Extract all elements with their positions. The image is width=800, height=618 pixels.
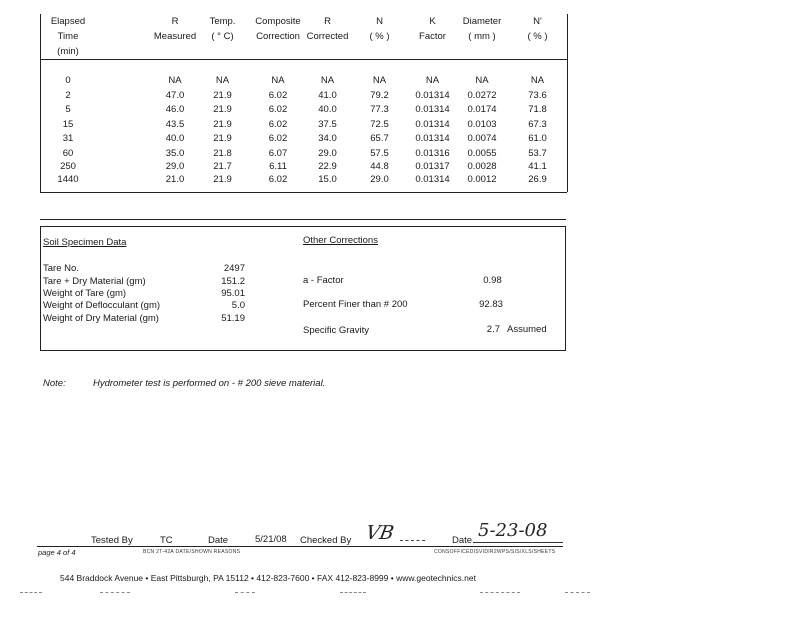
table-cell: 6.07 <box>268 148 288 159</box>
soil-value-deflocculant: 5.0 <box>231 300 245 311</box>
table-cell: 61.0 <box>528 133 547 144</box>
table-cell: 5 <box>65 104 71 115</box>
table-cell: 0.0012 <box>467 174 497 185</box>
column-header-line: (min) <box>57 46 79 57</box>
percent-finer-label: Percent Finer than # 200 <box>303 299 408 310</box>
section-bottom-border <box>40 350 566 351</box>
column-header-line: Composite <box>255 16 301 27</box>
date-value: 5/21/08 <box>255 534 287 545</box>
column-header-line: Temp. <box>209 16 236 27</box>
table-cell: 26.9 <box>528 174 547 185</box>
table-cell: 44.8 <box>370 161 389 172</box>
table-cell: 60 <box>62 148 74 159</box>
table-cell: 57.5 <box>370 148 389 159</box>
table-cell: 6.02 <box>268 133 288 144</box>
table-cell: 15 <box>62 119 74 130</box>
scan-artifacts <box>20 592 580 593</box>
column-header-line: ( mm ) <box>468 31 496 42</box>
specific-gravity-label: Specific Gravity <box>303 325 369 336</box>
table-cell: 46.0 <box>165 104 185 115</box>
soil-label-tare-weight: Weight of Tare (gm) <box>43 288 127 299</box>
column-header-line: Correction <box>256 31 300 42</box>
table-cell: 0.0174 <box>467 104 497 115</box>
table-cell: 53.7 <box>528 148 547 159</box>
soil-label-tare-no: Tare No. <box>43 263 79 274</box>
date-label: Date <box>208 535 229 546</box>
specific-gravity-value: 2.7 <box>486 324 500 335</box>
table-cell: 79.2 <box>370 90 389 101</box>
table-cell: 43.5 <box>165 119 185 130</box>
soil-label-tare-dry: Tare + Dry Material (gm) <box>43 276 146 287</box>
table-cell: 6.02 <box>268 119 288 130</box>
table-cell: 21.9 <box>213 104 232 115</box>
column-header-line: N' <box>533 16 542 27</box>
table-right-border <box>567 14 568 192</box>
date2-rule <box>473 542 563 543</box>
column-header-line: ( ° C) <box>211 31 234 42</box>
soil-value-tare-weight: 95.01 <box>221 288 245 299</box>
table-cell: NA <box>168 75 182 86</box>
section-left-border <box>40 226 41 350</box>
table-cell: 0 <box>65 75 71 86</box>
table-cell: 40.0 <box>165 133 185 144</box>
page-number: page 4 of 4 <box>38 548 76 557</box>
table-cell: NA <box>530 75 545 86</box>
table-cell: 0.0103 <box>467 119 497 130</box>
table-cell: 29.0 <box>165 161 185 172</box>
table-cell: 21.9 <box>213 90 232 101</box>
checked-by-label: Checked By <box>300 535 352 546</box>
table-cell: 15.0 <box>318 174 337 185</box>
company-address: 544 Braddock Avenue • East Pittsburgh, PA 15112 • 412-823-7600 • FAX 412-823-8999 • www.geotechnics.net <box>60 573 476 583</box>
table-cell: NA <box>215 75 230 86</box>
table-cell: 72.5 <box>370 119 389 130</box>
tested-by-label: Tested By <box>91 535 133 546</box>
table-cell: 29.0 <box>318 148 337 159</box>
table-bottom-border <box>40 192 567 193</box>
table-cell: 0.01317 <box>415 161 450 172</box>
header-divider <box>40 59 567 60</box>
tested-by-value: TC <box>160 535 173 546</box>
table-cell: 0.01316 <box>415 148 450 159</box>
table-cell: 21.9 <box>213 174 232 185</box>
table-cell: 40.0 <box>318 104 337 115</box>
table-cell: NA <box>320 75 335 86</box>
checked-by-rule <box>400 540 425 541</box>
column-header-line: ( % ) <box>369 31 390 42</box>
table-cell: 0.0272 <box>467 90 497 101</box>
column-header-line: K <box>429 16 436 27</box>
table-cell: 41.0 <box>318 90 337 101</box>
table-cell: 47.0 <box>165 90 185 101</box>
table-cell: 0.0055 <box>467 148 497 159</box>
table-cell: NA <box>271 75 285 86</box>
table-cell: 6.02 <box>268 90 288 101</box>
table-cell: 0.01314 <box>415 119 450 130</box>
table-cell: 2 <box>65 90 71 101</box>
table-cell: 21.0 <box>165 174 185 185</box>
column-header-line: R <box>324 16 331 27</box>
date2-label: Date <box>452 535 473 546</box>
table-cell: 35.0 <box>165 148 185 159</box>
table-cell: 65.7 <box>370 133 389 144</box>
table-cell: 31 <box>62 133 74 144</box>
column-header-line: ( % ) <box>527 31 548 42</box>
column-header-line: R <box>171 16 179 27</box>
column-header-line: Elapsed <box>50 16 86 27</box>
table-cell: 41.1 <box>528 161 547 172</box>
other-title: Other Corrections <box>303 235 378 246</box>
soil-value-tare-no: 2497 <box>223 263 245 274</box>
table-cell: 34.0 <box>318 133 337 144</box>
table-cell: 0.01314 <box>415 133 450 144</box>
table-cell: 71.8 <box>528 104 547 115</box>
table-cell: 73.6 <box>528 90 547 101</box>
column-header-line: Factor <box>419 31 446 42</box>
table-cell: 0.01314 <box>415 90 450 101</box>
table-cell: 21.8 <box>213 148 232 159</box>
table-cell: 6.02 <box>268 174 288 185</box>
checked-by-signature: VB <box>364 522 396 544</box>
soil-value-dry-material: 51.19 <box>221 313 245 324</box>
soil-label-dry-material: Weight of Dry Material (gm) <box>43 313 159 324</box>
table-cell: 0.01314 <box>415 104 450 115</box>
table-cell: NA <box>425 75 440 86</box>
table-cell: 0.0028 <box>467 161 497 172</box>
column-header-line: N <box>376 16 383 27</box>
column-header-line: Measured <box>153 31 197 42</box>
soil-value-tare-dry: 151.2 <box>221 276 245 287</box>
table-cell: 0.01314 <box>415 174 450 185</box>
a-factor-value: 0.98 <box>483 275 502 286</box>
form-code: BCN 2T-42A DATE/SHOWN REASONS <box>143 549 241 555</box>
table-cell: 77.3 <box>370 104 389 115</box>
table-cell: 21.9 <box>213 119 232 130</box>
table-cell: 37.5 <box>318 119 337 130</box>
table-cell: 21.7 <box>213 161 232 172</box>
table-cell: 6.11 <box>269 161 287 172</box>
a-factor-label: a - Factor <box>303 275 344 286</box>
section-top-border-2 <box>40 226 566 227</box>
table-cell: 22.9 <box>318 161 337 172</box>
soil-label-deflocculant: Weight of Deflocculant (gm) <box>43 300 161 311</box>
table-cell: NA <box>475 75 489 86</box>
soil-title: Soil Specimen Data <box>43 237 127 248</box>
table-cell: 21.9 <box>213 133 232 144</box>
section-top-border <box>40 219 566 220</box>
table-cell: 6.02 <box>268 104 288 115</box>
table-cell: 1440 <box>57 174 79 185</box>
table-cell: 29.0 <box>370 174 389 185</box>
table-cell: NA <box>372 75 387 86</box>
table-cell: 67.3 <box>528 119 547 130</box>
column-header-line: Time <box>57 31 79 42</box>
date2-handwritten: 5-23-08 <box>478 520 548 541</box>
footer-top-rule <box>37 546 563 547</box>
file-path: CONSOFFICEDISVIDIR2WPS/SIS/XLS/SHEETS <box>434 549 556 555</box>
section-right-border <box>565 226 566 350</box>
note-label: Note: <box>43 378 66 389</box>
specific-gravity-note: Assumed <box>507 324 547 335</box>
column-header-line: Diameter <box>462 16 502 27</box>
table-cell: 0.0074 <box>467 133 497 144</box>
table-cell: 250 <box>60 161 76 172</box>
column-header-line: Corrected <box>306 31 349 42</box>
note-text: Hydrometer test is performed on - # 200 sieve material. <box>93 378 326 389</box>
percent-finer-value: 92.83 <box>479 299 503 310</box>
